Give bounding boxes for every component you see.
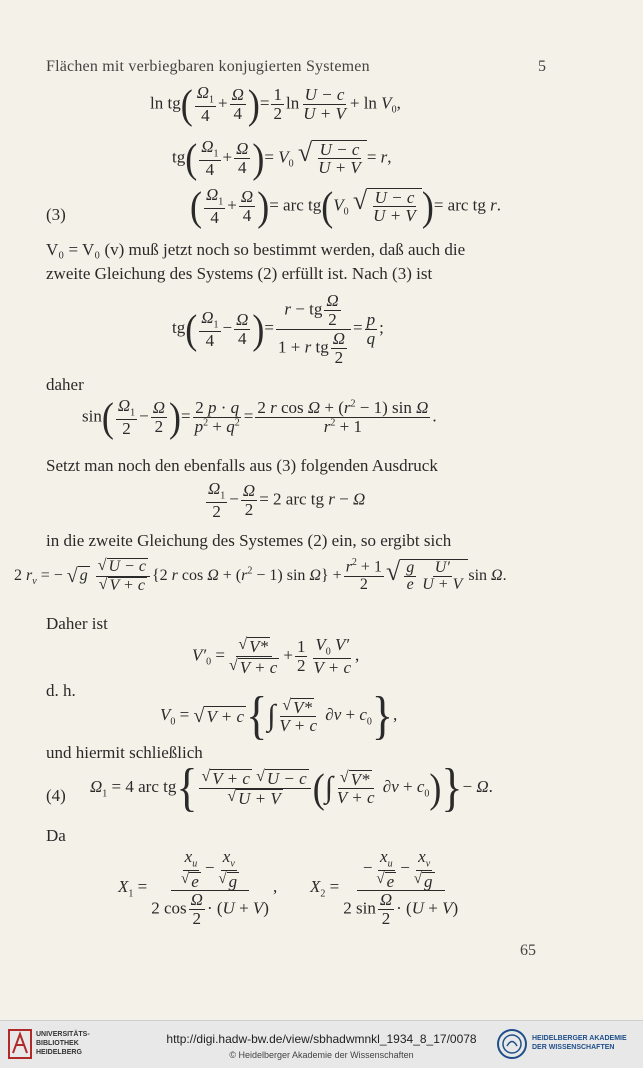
paragraph-setzt: Setzt man noch den ebenfalls aus (3) folgenden Ausdruck <box>46 456 438 475</box>
da-word: Da <box>46 826 66 845</box>
equation-2rv: 2 $r_v$ = − √ g √ U − c √ V + c {2 r $\cos \Omega + (r^2 - 1)$ sin Ω} + $\frac{r^2 + 1}{2}$ √ $\frac{g}{e}$ $\frac{U'}{U + V}$ sin Ω. <box>14 556 507 594</box>
daher-ist: Daher ist <box>46 614 108 633</box>
academy-name <box>532 1034 627 1052</box>
paragraph-v0-line2: zweite Gleichung des Systems (2) erfüllt ist. Nach (3) ist <box>46 264 433 283</box>
equation-3: ( $\frac{\Omega_1}{4}$ + $\frac{\Omega}{4}$ )= arc $tg(V_0$ √ $\frac{U - c}{U + V}$ )= arc tg r. <box>190 183 501 230</box>
equation-arctg-expression: $\frac{\Omega_1}{2}$ − $\frac{\Omega}{2}$ = 2 arc tg r − Ω <box>208 479 366 521</box>
equation-tg-difference: tg( $\frac{\Omega_1}{4}$ − $\frac{\Omega}{4}$ )= r − tg $\frac{\Omega}{2}$ 1 + r tg $\frac{\Omega}{2}$ = $\frac{p}{q}$ ; <box>172 291 384 367</box>
library-name-line-2: BIBLIOTHEK <box>36 1040 79 1047</box>
equation-v0-prime: $V'_0$ = √ V* √ V + c + $\frac{1}{2}$ $\frac{V_0 V'}{V + c}$ , <box>192 635 360 677</box>
academy-seal-icon <box>496 1028 528 1060</box>
copyright-notice: © Heidelberger Akademie der Wissenschaften <box>229 1050 414 1060</box>
paragraph-zweite-gleichung: in die zweite Gleichung des Systemes (2) ein, so ergibt sich <box>46 531 452 550</box>
equation-label-3: (3) <box>46 205 66 224</box>
equation-x1: $X_1$ = $x_u$ √ e − $x_v$ √ g 2 cos $\frac{\Omega}{2}$ · (U + V) , <box>118 847 278 929</box>
library-name-line-3: HEIDELBERG <box>36 1049 82 1056</box>
academy-name-line-2: DER WISSENSCHAFTEN <box>532 1044 615 1051</box>
digitization-footer <box>0 1020 643 1068</box>
equation-label-4: (4) <box>46 786 66 805</box>
dh-word: d. h. <box>46 681 76 700</box>
equation-sin: sin( $\frac{\Omega_1}{2}$ − $\frac{\Omega}{2}$ )= $\frac{2 p \cdot q}{p^2 + q^2}$ = $\frac{2 r \cos \Omega + (r^2 - 1) \sin \Omega}{r^2 + 1}$ . <box>82 394 437 441</box>
equation-tg-r: tg( $\frac{\Omega_1}{4}$ + $\frac{\Omega}{4}$ )= $V_0$ √ $\frac{U - c}{U + V}$ = r, <box>172 135 392 182</box>
page-number-bottom: 65 <box>520 942 536 959</box>
daher-word: daher <box>46 375 84 394</box>
page-number-top: 5 <box>538 58 546 75</box>
paragraph-schliesslich: und hiermit schließlich <box>46 743 203 762</box>
equation-x2: $X_2$ = − $x_u$ √ e − $x_v$ √ g 2 sin $\frac{\Omega}{2}$ · (U + V) <box>310 847 459 929</box>
running-title: Flächen mit verbiegbaren konjugierten Systemen <box>46 58 370 75</box>
academy-name-line-1: HEIDELBERGER AKADEMIE <box>532 1035 627 1042</box>
equation-4: $\Omega_1 = 4$ arc tg{ √ V + c √ U − c √ U + V (∫ √ V* V + c $\partial v + c_0)\}- \Omega$. <box>90 758 493 817</box>
source-url-link[interactable]: http://digi.hadw-bw.de/view/sbhadwmnkl_1934_8_17/0078 <box>166 1032 477 1046</box>
paragraph-v0-line1: V₀ = V₀ (v) muß jetzt noch so bestimmt werden, daß auch die <box>46 240 466 259</box>
equation-v0-integral: $V_0$ = √ V + c {∫ √ V* V + c $\partial v + c_0$}, <box>160 686 398 745</box>
library-name-line-1: UNIVERSITÄTS- <box>36 1031 90 1038</box>
equation-ln-tg: ln tg( $\frac{\Omega_1}{4}$ + $\frac{\Omega}{4}$ )= $\frac{1}{2}$ ln $\frac{U - c}{U + V}$ + $\ln V_0$, <box>150 81 401 128</box>
